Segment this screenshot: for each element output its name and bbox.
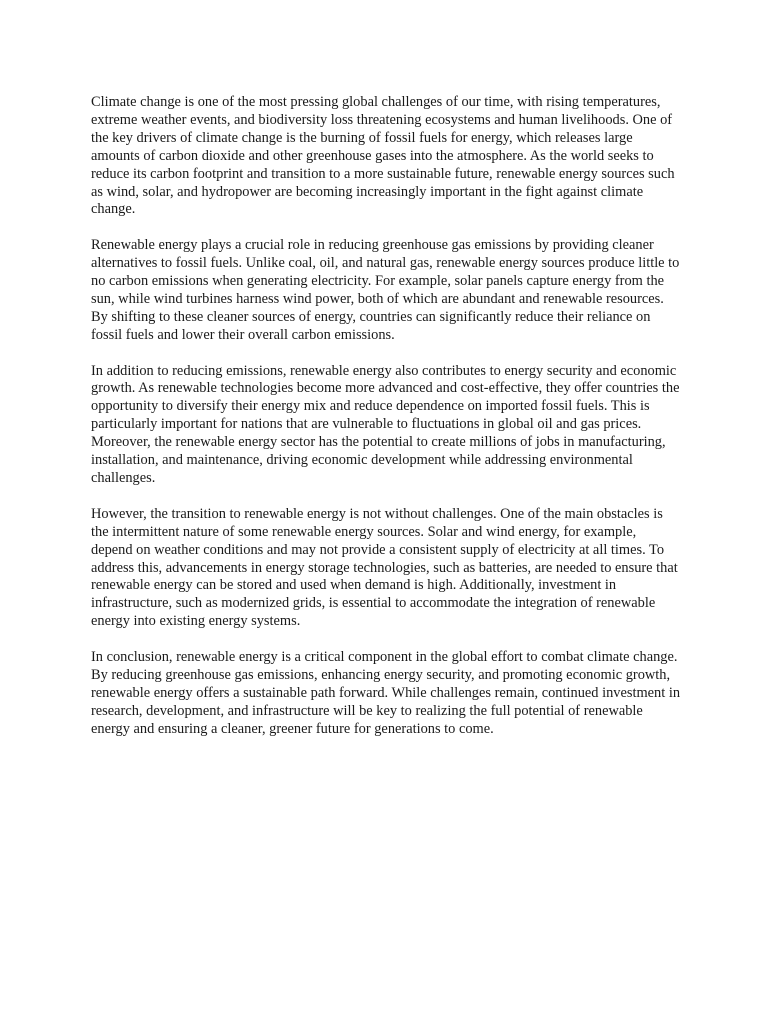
document-body (91, 94, 681, 756)
paragraph-climate-change-intro: Climate change is one of the most pressing global challenges of our time, with rising temperatures, extreme weather events, and biodiversity loss threatening ecosystems and human livelihoods. One of the key drivers of climate change is the burning of fossil fuels for energy, which releases large amounts of carbon dioxide and other greenhouse gases into the atmosphere. As the world seeks to reduce its carbon footprint and transition to a more sustainable future, renewable energy sources such as wind, solar, and hydropower are becoming increasingly important in the fight against climate change. (91, 94, 675, 218)
paragraph-challenges: However, the transition to renewable energy is not without challenges. One of the main obstacles is the intermittent nature of some renewable energy sources. Solar and wind energy, for example, depend on weather conditions and may not provide a consistent supply of electricity at all times. To address this, advancements in energy storage technologies, such as batteries, are needed to ensure that renewable energy can be stored and used when demand is high. Additionally, investment in infrastructure, such as modernized grids, is essential to accommodate the integration of renewable energy into existing energy systems. (91, 505, 678, 630)
paragraph-energy-security: In addition to reducing emissions, renewable energy also contributes to energy security and economic growth. As renewable technologies become more advanced and cost-effective, they offer countries the opportunity to diversify their energy mix and reduce dependence on imported fossil fuels. This is particularly important for nations that are vulnerable to fluctuations in global oil and gas prices. Moreover, the renewable energy sector has the potential to create millions of jobs in manufacturing, installation, and maintenance, driving economic development while addressing environmental challenges. (91, 362, 680, 486)
paragraph-conclusion: In conclusion, renewable energy is a critical component in the global effort to combat climate change. By reducing greenhouse gas emissions, enhancing energy security, and promoting economic growth, renewable energy offers a sustainable path forward. While challenges remain, continued investment in research, development, and infrastructure will be key to realizing the full potential of renewable energy and ensuring a cleaner, greener future for generations to come. (91, 649, 681, 737)
paragraph-emissions-reduction: Renewable energy plays a crucial role in reducing greenhouse gas emissions by providing cleaner alternatives to fossil fuels. Unlike coal, oil, and natural gas, renewable energy sources produce little to no carbon emissions when generating electricity. For example, solar panels capture energy from the sun, while wind turbines harness wind power, both of which are abundant and renewable resources. By shifting to these cleaner sources of energy, countries can significantly reduce their reliance on fossil fuels and lower their overall carbon emissions. (91, 237, 680, 343)
